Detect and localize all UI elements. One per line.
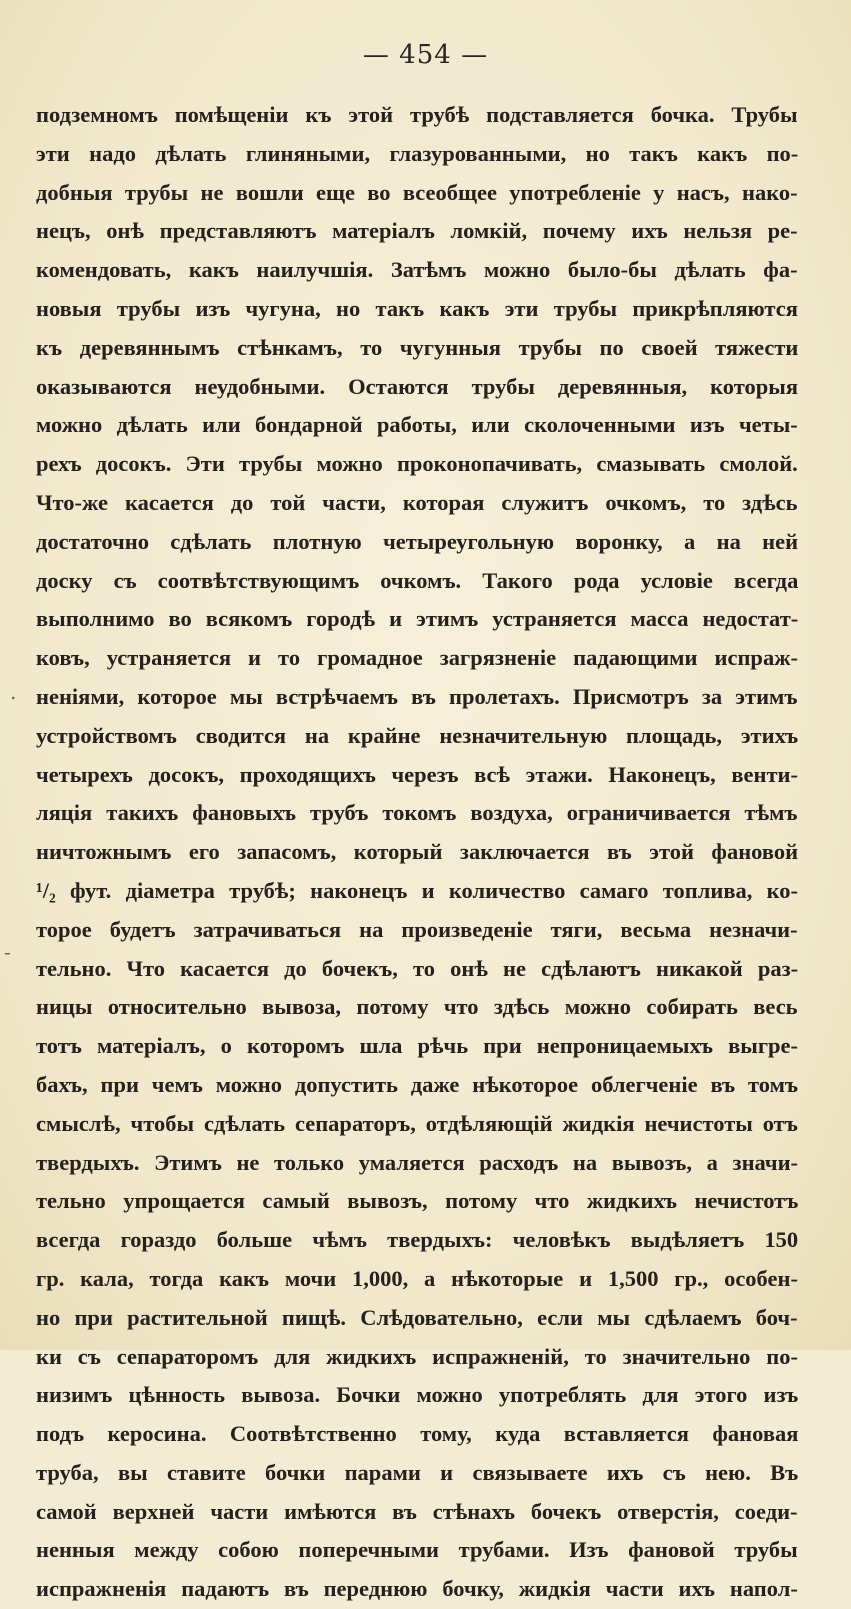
text-line: всегда гораздо больше чѣмъ твердыхъ: человѣкъ выдѣляетъ 150 xyxy=(36,1227,799,1253)
text-line: достаточно сдѣлать плотную четыреугольную воронку, а на ней xyxy=(36,528,799,554)
text-line: Что-же касается до той части, которая служитъ очкомъ, то здѣсь xyxy=(36,489,798,515)
margin-dash: - xyxy=(4,940,11,964)
text-line: рехъ досокъ. Эти трубы можно проконопачивать, смазывать смолой. xyxy=(36,451,798,477)
text-line: ненныя между собою поперечными трубами. Изъ фановой трубы xyxy=(36,1537,798,1563)
text-line: подъ керосина. Соотвѣтственно тому, куда вставляется фановая xyxy=(36,1421,799,1447)
text-line: ничтожнымъ его запасомъ, который заключается въ этой фановой xyxy=(36,839,799,865)
text-line: но при растительной пищѣ. Слѣдовательно, если мы сдѣлаемъ боч- xyxy=(36,1304,798,1330)
text-line: твердыхъ. Этимъ не только умаляется расходъ на вывозъ, а значи- xyxy=(36,1149,799,1175)
body-text xyxy=(36,96,798,1609)
text-line: нецъ, онѣ представляютъ матеріалъ ломкій, почему ихъ нельзя ре- xyxy=(36,218,798,244)
text-line: доску съ соотвѣтствующимъ очкомъ. Такого рода условіе всегда xyxy=(36,567,799,593)
text-line: эти надо дѣлать глиняными, глазурованными, но такъ какъ по- xyxy=(36,140,799,166)
text-line: бахъ, при чемъ можно допустить даже нѣкоторое облегченіе въ томъ xyxy=(36,1071,799,1097)
text-line: выполнимо во всякомъ городѣ и этимъ устраняется масса недостат- xyxy=(36,606,799,632)
text-line: самой верхней части имѣются въ стѣнахъ бочекъ отверстія, соеди- xyxy=(36,1498,798,1524)
text-line: новыя трубы изъ чугуна, но такъ какъ эти трубы прикрѣпляются xyxy=(36,295,798,321)
page-number: — 454 — xyxy=(362,40,489,70)
text-line: ницы относительно вывоза, потому что здѣсь можно собирать весь xyxy=(36,994,798,1020)
text-line: ковъ, устраняется и то громадное загрязненіе падающими испраж- xyxy=(36,645,798,671)
text-line: низимъ цѣнность вывоза. Бочки можно употреблять для этого изъ xyxy=(36,1382,799,1408)
text-line: можно дѣлать или бондарной работы, или сколоченными изъ четы- xyxy=(36,412,798,438)
text-line: торое будетъ затрачиваться на произведеніе тяги, весьма незначи- xyxy=(36,916,798,942)
text-line: къ деревяннымъ стѣнкамъ, то чугунныя трубы по своей тяжести xyxy=(36,334,799,360)
margin-dot: . xyxy=(10,680,17,704)
text-line: неніями, которое мы встрѣчаемъ въ пролетахъ. Присмотръ за этимъ xyxy=(36,683,798,709)
text-line: гр. кала, тогда какъ мочи 1,000, а нѣкоторые и 1,500 гр., особен- xyxy=(36,1265,798,1291)
text-line: ляція такихъ фановыхъ трубъ токомъ воздуха, ограничивается тѣмъ xyxy=(36,800,798,826)
text-line: ¹/₂ фут. діаметра трубѣ; наконецъ и количество самаго топлива, ко- xyxy=(36,877,799,903)
text-line: четырехъ досокъ, проходящихъ черезъ всѣ этажи. Наконецъ, венти- xyxy=(36,761,798,787)
text-line: добныя трубы не вошли еще во всеобщее употребленіе у насъ, нако- xyxy=(36,179,798,205)
text-line: ки съ сепараторомъ для жидкихъ испражненій, то значительно по- xyxy=(36,1343,798,1369)
text-line: тотъ матеріалъ, о которомъ шла рѣчь при непроницаемыхъ выгре- xyxy=(36,1033,799,1059)
text-line: подземномъ помѣщеніи къ этой трубѣ подставляется бочка. Трубы xyxy=(36,102,798,127)
text-line: устройствомъ сводится на крайне незначительную площадь, этихъ xyxy=(36,722,799,748)
text-line: испражненія падаютъ въ переднюю бочку, жидкія части ихъ напол- xyxy=(36,1576,798,1602)
text-line: смыслѣ, чтобы сдѣлать сепараторъ, отдѣляющій жидкія нечистоты отъ xyxy=(36,1110,798,1136)
text-line: тельно. Что касается до бочекъ, то онѣ не сдѣлаютъ никакой раз- xyxy=(36,955,799,981)
text-line: комендовать, какъ наилучшія. Затѣмъ можно было-бы дѣлать фа- xyxy=(36,257,798,283)
text-line: труба, вы ставите бочки парами и связываете ихъ съ нею. Въ xyxy=(36,1459,799,1485)
text-line: тельно упрощается самый вывозъ, потому что жидкихъ нечистотъ xyxy=(36,1188,799,1214)
text-line: оказываются неудобными. Остаются трубы деревянныя, которыя xyxy=(36,373,799,399)
